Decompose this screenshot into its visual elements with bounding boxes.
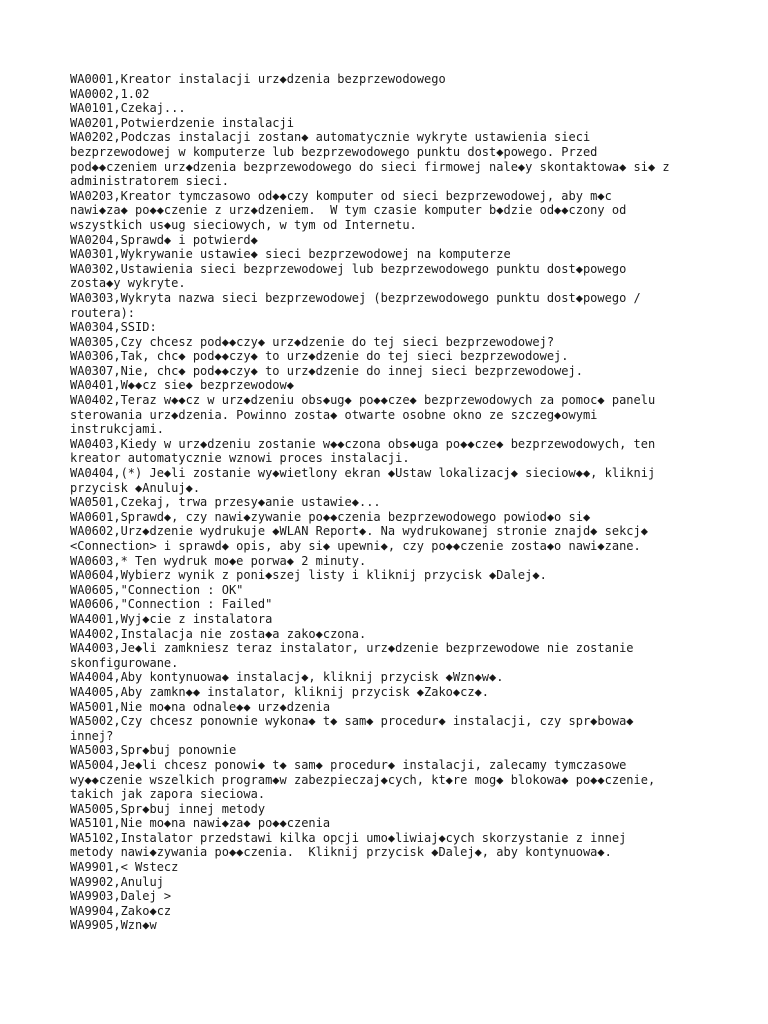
text-line: WA5003,Spr◆buj ponownie [70,743,237,758]
text-line: WA4003,Je◆li zamkniesz teraz instalator, urz◆dzenie bezprzewodowe nie zostanie [70,641,634,656]
text-line: WA0401,W◆◆cz sie◆ bezprzewodow◆ [70,378,294,393]
text-line: WA0302,Ustawienia sieci bezprzewodowej lub bezprzewodowego punktu dost◆powego [70,261,627,276]
text-line: routera): [70,305,136,320]
text-line: takich jak zapora sieciowa. [70,787,266,802]
text-line: WA4004,Aby kontynuowa◆ instalacj◆, kliknij przycisk ◆Wzn◆w◆. [70,670,504,685]
text-line: WA0204,Sprawd◆ i potwierd◆ [70,232,258,247]
text-line: WA9901,< Wstecz [70,860,179,875]
text-line: kreator automatycznie wznowi proces instalacji. [70,451,410,466]
text-line: WA0305,Czy chcesz pod◆◆czy◆ urz◆dzenie do tej sieci bezprzewodowej? [70,334,555,349]
text-line: WA0203,Kreator tymczasowo od◆◆czy komputer od sieci bezprzewodowej, aby m◆c [70,188,612,203]
text-line: administratorem sieci. [70,174,229,189]
text-line: WA0301,Wykrywanie ustawie◆ sieci bezprzewodowej na komputerze [70,247,511,262]
text-line: WA5001,Nie mo◆na odnale◆◆ urz◆dzenia [70,699,331,714]
text-line: WA0606,"Connection : Failed" [70,597,273,612]
text-line: WA5101,Nie mo◆na nawi◆za◆ po◆◆czenia [70,816,331,831]
text-line: WA4001,Wyj◆cie z instalatora [70,611,273,626]
text-line: WA0101,Czekaj... [70,101,186,116]
text-line: nawi◆za◆ po◆◆czenie z urz◆dzeniem. W tym czasie komputer b◆dzie od◆◆czony od [70,203,627,218]
text-line: WA9905,Wzn◆w [70,918,157,933]
text-line: <Connection> i sprawd◆ opis, aby si◆ upewni◆, czy po◆◆czenie zosta◆o nawi◆zane. [70,539,641,553]
document-text-body [70,72,730,933]
text-line: WA5102,Instalator przedstawi kilka opcji umo◆liwiaj◆cych skorzystanie z innej [70,830,627,845]
text-line: wszystkich us◆ug sieciowych, w tym od Internetu. [70,217,417,232]
text-line: bezprzewodowej w komputerze lub bezprzewodowego punktu dost◆powego. Przed [70,144,598,159]
text-line: WA0404,(*) Je◆li zostanie wy◆wietlony ekran ◆Ustaw lokalizacj◆ sieciow◆◆, kliknij [70,466,656,481]
text-line: WA0603,* Ten wydruk mo◆e porwa◆ 2 minuty. [70,553,367,568]
text-line: WA0306,Tak, chc◆ pod◆◆czy◆ to urz◆dzenie do tej sieci bezprzewodowej. [70,349,569,364]
text-line: WA9904,Zako◆cz [70,903,172,918]
text-line: WA0501,Czekaj, trwa przesy◆anie ustawie◆... [70,495,381,510]
text-line: WA5005,Spr◆buj innej metody [70,801,266,816]
text-line: WA0604,Wybierz wynik z poni◆szej listy i kliknij przycisk ◆Dalej◆. [70,568,547,583]
text-line: WA0605,"Connection : OK" [70,582,244,597]
text-line: przycisk ◆Anuluj◆. [70,480,201,495]
text-line: WA0304,SSID: [70,320,157,335]
text-line: innej? [70,728,114,743]
text-line: skonfigurowane. [70,655,179,670]
text-line: wy◆◆czenie wszelkich program◆w zabezpieczaj◆cych, kt◆re mog◆ blokowa◆ po◆◆czenie, [70,772,656,787]
text-line: pod◆◆czeniem urz◆dzenia bezprzewodowego do sieci firmowej nale◆y skontaktowa◆ si◆ z [70,159,670,174]
text-line: WA4002,Instalacja nie zosta◆a zako◆czona. [70,626,367,641]
text-line: WA0001,Kreator instalacji urz◆dzenia bezprzewodowego [70,72,446,86]
text-line: WA0201,Potwierdzenie instalacji [70,115,294,130]
text-line: WA9903,Dalej > [70,889,172,904]
text-line: metody nawi◆zywania po◆◆czenia. Kliknij przycisk ◆Dalej◆, aby kontynuowa◆. [70,845,612,860]
text-line: WA0402,Teraz w◆◆cz w urz◆dzeniu obs◆ug◆ po◆◆cze◆ bezprzewodowych za pomoc◆ panelu [70,393,656,408]
text-line: WA0601,Sprawd◆, czy nawi◆zywanie po◆◆czenia bezprzewodowego powiod◆o si◆ [70,509,591,524]
text-line: zosta◆y wykryte. [70,276,186,291]
text-line: WA0202,Podczas instalacji zostan◆ automatycznie wykryte ustawienia sieci [70,130,591,145]
text-line: WA5002,Czy chcesz ponownie wykona◆ t◆ sam◆ procedur◆ instalacji, czy spr◆bowa◆ [70,714,634,729]
text-line: sterowania urz◆dzenia. Powinno zosta◆ otwarte osobne okno ze szczeg◆owymi [70,407,598,422]
text-line: WA9902,Anuluj [70,874,164,889]
text-line: instrukcjami. [70,422,164,437]
text-line: WA0303,Wykryta nazwa sieci bezprzewodowej (bezprzewodowego punktu dost◆powego / [70,290,641,305]
text-line: WA0403,Kiedy w urz◆dzeniu zostanie w◆◆czona obs◆uga po◆◆cze◆ bezprzewodowych, ten [70,436,656,451]
text-line: WA5004,Je◆li chcesz ponowi◆ t◆ sam◆ procedur◆ instalacji, zalecamy tymczasowe [70,757,627,772]
text-line: WA4005,Aby zamkn◆◆ instalator, kliknij przycisk ◆Zako◆cz◆. [70,684,490,699]
text-line: WA0602,Urz◆dzenie wydrukuje ◆WLAN Report◆. Na wydrukowanej stronie znajd◆ sekcj◆ [70,524,648,539]
text-line: WA0002,1.02 [70,86,150,101]
text-line: WA0307,Nie, chc◆ pod◆◆czy◆ to urz◆dzenie do innej sieci bezprzewodowej. [70,363,583,378]
